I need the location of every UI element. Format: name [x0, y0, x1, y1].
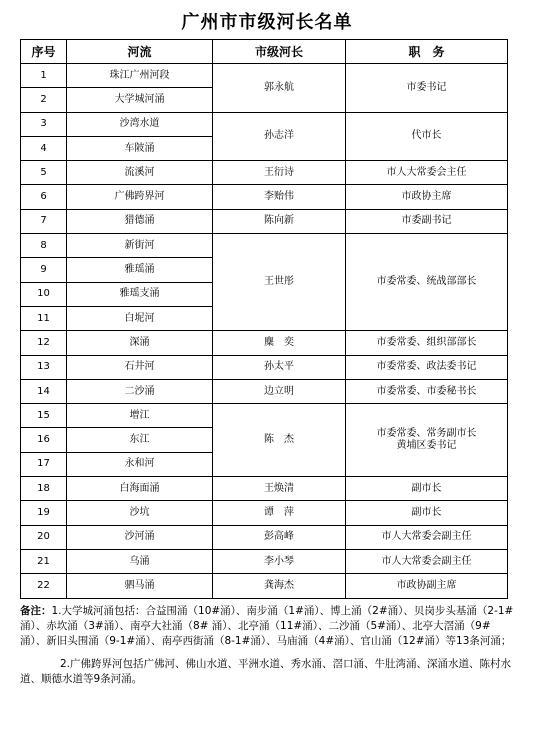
river-name: 沙河涌 — [67, 525, 213, 549]
river-name: 白海面涌 — [67, 477, 213, 501]
chief-position: 市委常委、政法委书记 — [346, 355, 508, 379]
table-row — [21, 404, 508, 428]
river-name: 沙湾水道 — [67, 112, 213, 136]
table-row — [21, 355, 508, 379]
table-row — [21, 549, 508, 573]
river-name: 车陂涌 — [67, 136, 213, 160]
chief-name: 边立明 — [213, 379, 346, 403]
chief-position: 市委书记 — [346, 64, 508, 113]
chief-name: 陈 杰 — [213, 404, 346, 477]
river-name: 驷马涌 — [67, 574, 213, 598]
chief-name: 麋 奕 — [213, 331, 346, 355]
river-name: 雅瑶支涌 — [67, 282, 213, 306]
table-row — [21, 379, 508, 403]
river-name: 广佛跨界河 — [67, 185, 213, 209]
chief-position: 代市长 — [346, 112, 508, 161]
river-name: 流溪河 — [67, 161, 213, 185]
row-no: 9 — [21, 258, 67, 282]
page-title: 广州市市级河长名单 — [181, 12, 353, 33]
river-name: 东江 — [67, 428, 213, 452]
chief-name: 孙太平 — [213, 355, 346, 379]
river-name: 新街河 — [67, 234, 213, 258]
table-row — [21, 112, 508, 136]
chief-name: 郭永航 — [213, 64, 346, 113]
chief-position: 市委常委、统战部部长 — [346, 234, 508, 331]
row-no: 3 — [21, 112, 67, 136]
notes-label: 备注： — [20, 605, 52, 617]
note-1-text: 1.大学城河涌包括：合益围涌（10#涌）、南步涌（1#涌）、博上涌（2#涌）、贝岗步头基涌（2-1#涌）、赤坎涌（3#涌）、南亭大社涌（8# 涌）、北亭涌（11#涌）、二沙涌（5#涌）、北亭大滘涌（9#涌）、新旧头围涌（9-1#涌）、南亭西街涌（8-1#涌）、马庙涌（4#涌）、官山涌（12#涌）等13条河涌； — [20, 605, 514, 647]
river-name: 乌涌 — [67, 549, 213, 573]
row-no: 7 — [21, 209, 67, 233]
table-row — [21, 574, 508, 598]
table-row — [21, 477, 508, 501]
chief-name: 王衍诗 — [213, 161, 346, 185]
river-name: 深涌 — [67, 331, 213, 355]
chief-position-line: 市委常委、常务副市长 — [376, 428, 477, 440]
table-row — [21, 185, 508, 209]
row-no: 11 — [21, 306, 67, 330]
header-position: 职 务 — [346, 40, 508, 64]
header-no: 序号 — [21, 40, 67, 64]
chief-position: 市人大常委会副主任 — [346, 525, 508, 549]
river-name: 二沙涌 — [67, 379, 213, 403]
chief-position: 市人大常委会主任 — [346, 161, 508, 185]
chief-name: 李小琴 — [213, 549, 346, 573]
row-no: 20 — [21, 525, 67, 549]
river-name: 永和河 — [67, 452, 213, 476]
row-no: 16 — [21, 428, 67, 452]
row-no: 2 — [21, 88, 67, 112]
table-row — [21, 64, 508, 88]
header-chief: 市级河长 — [213, 40, 346, 64]
header-river: 河流 — [67, 40, 213, 64]
row-no: 8 — [21, 234, 67, 258]
chief-name: 谭 萍 — [213, 501, 346, 525]
chief-position: 市委常委、组织部部长 — [346, 331, 508, 355]
row-no: 12 — [21, 331, 67, 355]
row-no: 5 — [21, 161, 67, 185]
chief-position-line: 黄埔区委书记 — [396, 440, 457, 452]
row-no: 22 — [21, 574, 67, 598]
table-row — [21, 234, 508, 258]
river-name: 白坭河 — [67, 306, 213, 330]
river-name: 沙坑 — [67, 501, 213, 525]
note-1 — [20, 604, 514, 649]
row-no: 6 — [21, 185, 67, 209]
river-name: 增江 — [67, 404, 213, 428]
row-no: 18 — [21, 477, 67, 501]
row-no: 19 — [21, 501, 67, 525]
chief-position: 市政协副主席 — [346, 574, 508, 598]
chief-position: 副市长 — [346, 501, 508, 525]
river-name: 猎德涌 — [67, 209, 213, 233]
table-row — [21, 501, 508, 525]
row-no: 15 — [21, 404, 67, 428]
chief-position: 副市长 — [346, 477, 508, 501]
chief-name: 陈向新 — [213, 209, 346, 233]
chief-position: 市委副书记 — [346, 209, 508, 233]
row-no: 1 — [21, 64, 67, 88]
row-no: 17 — [21, 452, 67, 476]
table-row — [21, 209, 508, 233]
river-name: 大学城河涌 — [67, 88, 213, 112]
table-row — [21, 525, 508, 549]
river-name: 珠江广州河段 — [67, 64, 213, 88]
river-chief-table — [20, 39, 508, 599]
table-header-row — [21, 40, 508, 64]
row-no: 13 — [21, 355, 67, 379]
table-row — [21, 161, 508, 185]
chief-name: 彭高峰 — [213, 525, 346, 549]
row-no: 10 — [21, 282, 67, 306]
chief-name: 孙志洋 — [213, 112, 346, 161]
chief-name: 李贻伟 — [213, 185, 346, 209]
river-name: 石井河 — [67, 355, 213, 379]
chief-position: 市人大常委会副主任 — [346, 549, 508, 573]
chief-name: 王焕清 — [213, 477, 346, 501]
chief-position: 市政协主席 — [346, 185, 508, 209]
river-name: 雅瑶涌 — [67, 258, 213, 282]
chief-position — [346, 404, 508, 477]
chief-name: 龚海杰 — [213, 574, 346, 598]
row-no: 4 — [21, 136, 67, 160]
notes-section — [20, 604, 514, 687]
row-no: 14 — [21, 379, 67, 403]
row-no: 21 — [21, 549, 67, 573]
chief-position: 市委常委、市委秘书长 — [346, 379, 508, 403]
chief-name: 王世彤 — [213, 234, 346, 331]
table-row — [21, 331, 508, 355]
note-2: 2.广佛跨界河包括广佛河、佛山水道、平洲水道、秀水涌、滘口涌、牛肚湾涌、深涌水道、陈村水道、顺德水道等9条河涌。 — [20, 658, 512, 685]
